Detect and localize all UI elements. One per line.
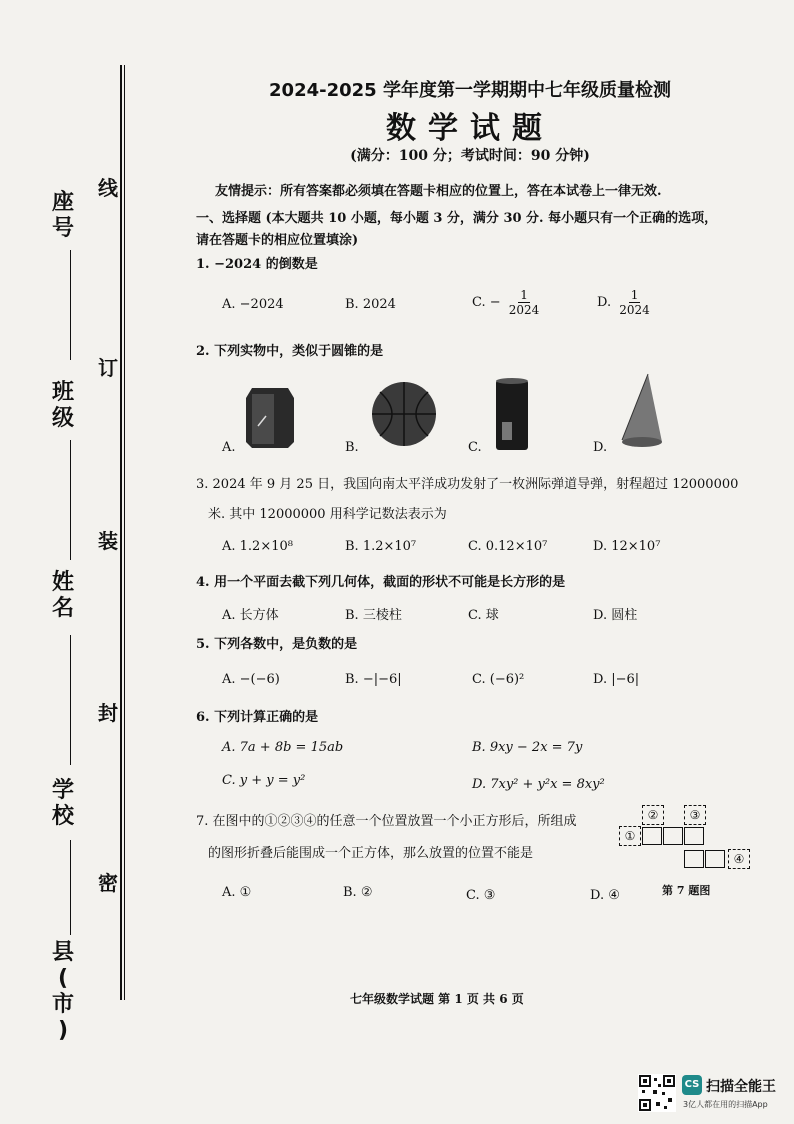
subject-title: 数学试题 xyxy=(386,111,554,146)
q4-option-a: A. 长方体 xyxy=(222,608,279,623)
q5-option-a: A. −(−6) xyxy=(222,672,280,687)
exam-title: 2024-2025 学年度第一学期期中七年级质量检测 xyxy=(269,80,671,101)
q1-option-b: B. 2024 xyxy=(345,297,396,312)
q6-option-c: C. y + y = y² xyxy=(222,773,306,788)
q2-option-d: D. xyxy=(593,440,608,455)
q3-option-b: B. 1.2×10⁷ xyxy=(345,539,417,554)
q2-option-a: A. xyxy=(222,440,236,455)
q7-option-d: D. ④ xyxy=(590,888,620,903)
label-school: 学 校 xyxy=(52,778,75,829)
q7-line2: 的图形折叠后能围成一个正方体，那么放置的位置不能是 xyxy=(208,846,534,861)
q3-option-c: C. 0.12×10⁷ xyxy=(468,539,548,554)
q3-option-a: A. 1.2×10⁸ xyxy=(222,539,293,554)
section1-line1: 一、选择题 (本大题共 10 小题，每小题 3 分，满分 30 分. 每小题只有一个正确的选项， xyxy=(196,211,718,226)
q3-line1: 3. 2024 年 9 月 25 日，我国向南太平洋成功发射了一枚洲际弹道导弹，射程超过 12000000 xyxy=(196,477,739,492)
page-footer: 七年级数学试题 第 1 页 共 6 页 xyxy=(350,992,524,1006)
q1-option-c xyxy=(472,288,541,317)
q7-position-2: ② xyxy=(642,805,664,825)
friendly-tip: 友情提示：所有答案都必须填在答题卡相应的位置上，答在本试卷上一律无效. xyxy=(215,184,662,199)
q2-option-c: C. xyxy=(468,440,482,455)
qr-code-icon xyxy=(638,1074,676,1112)
seal-char-ding: 订 xyxy=(98,356,118,380)
label-name: 姓 名 xyxy=(52,570,75,621)
q4-option-c: C. 球 xyxy=(468,608,499,623)
q7-position-1: ① xyxy=(619,826,641,846)
class-blank xyxy=(70,440,71,560)
exam-meta: (满分：100 分；考试时间：90 分钟) xyxy=(350,148,590,164)
q1-option-d-label: D. xyxy=(597,295,612,310)
seal-char-feng: 封 xyxy=(98,701,118,725)
q1-option-a: A. −2024 xyxy=(222,297,284,312)
app-logo-icon: CS xyxy=(682,1075,702,1095)
q5-option-b: B. −|−6| xyxy=(345,672,402,687)
q4-option-b: B. 三棱柱 xyxy=(345,608,402,623)
basketball-image xyxy=(370,380,438,448)
q7-position-4: ④ xyxy=(728,849,750,869)
section1-line2: 请在答题卡的相应位置填涂) xyxy=(196,233,359,248)
label-class: 班 级 xyxy=(52,380,75,431)
q5-stem: 5. 下列各数中，是负数的是 xyxy=(196,637,358,652)
seal-char-mi: 密 xyxy=(98,871,118,895)
q2-stem: 2. 下列实物中，类似于圆锥的是 xyxy=(196,344,384,359)
label-county: 县 ( 市 ) xyxy=(52,940,75,1043)
q7-square xyxy=(684,827,704,845)
seal-char-zhuang: 装 xyxy=(98,529,118,553)
q7-option-a: A. ① xyxy=(222,885,252,900)
q3-option-d: D. 12×10⁷ xyxy=(593,539,661,554)
seal-char-xian: 线 xyxy=(98,176,118,200)
seat-number-blank xyxy=(70,250,71,360)
q7-option-c: C. ③ xyxy=(466,888,496,903)
q1-option-c-label: C. − xyxy=(472,295,501,310)
q7-line1: 7. 在图中的①②③④的任意一个位置放置一个小正方形后，所组成 xyxy=(196,814,577,829)
name-blank xyxy=(70,635,71,765)
margin-line-left xyxy=(120,65,122,1000)
q3-line2: 米. 其中 12000000 用科学记数法表示为 xyxy=(208,507,447,522)
q7-option-b: B. ② xyxy=(343,885,373,900)
q1-option-c-fraction: $\frac{1}{2024}$ xyxy=(508,288,540,317)
margin-line-right xyxy=(124,65,125,1000)
q7-position-3: ③ xyxy=(684,805,706,825)
q5-option-d: D. |−6| xyxy=(593,672,640,687)
q7-square xyxy=(642,827,662,845)
app-name: 扫描全能王 xyxy=(706,1079,776,1095)
q7-square xyxy=(663,827,683,845)
q6-stem: 6. 下列计算正确的是 xyxy=(196,710,319,725)
q7-figure-caption: 第 7 题图 xyxy=(662,884,711,897)
cylinder-can-image xyxy=(494,376,530,452)
q6-option-b: B. 9xy − 2x = 7y xyxy=(472,740,583,755)
q6-option-a: A. 7a + 8b = 15ab xyxy=(222,740,344,755)
q5-option-c: C. (−6)² xyxy=(472,672,525,687)
app-tagline: 3亿人都在用的扫描App xyxy=(683,1100,768,1109)
q4-option-d: D. 圆柱 xyxy=(593,608,638,623)
q4-stem: 4. 用一个平面去截下列几何体，截面的形状不可能是长方形的是 xyxy=(196,575,566,590)
q1-stem: 1. −2024 的倒数是 xyxy=(196,257,318,272)
school-blank xyxy=(70,840,71,935)
q1-option-d-fraction: $\frac{1}{2024}$ xyxy=(619,288,650,317)
q7-square xyxy=(684,850,704,868)
q7-square xyxy=(705,850,725,868)
hexagonal-box-image xyxy=(244,380,296,450)
cone-image xyxy=(618,372,664,452)
q6-option-d: D. 7xy² + y²x = 8xy² xyxy=(472,777,605,792)
q1-option-d xyxy=(597,288,652,317)
label-seat-number: 座 号 xyxy=(52,190,75,241)
q2-option-b: B. xyxy=(345,440,359,455)
